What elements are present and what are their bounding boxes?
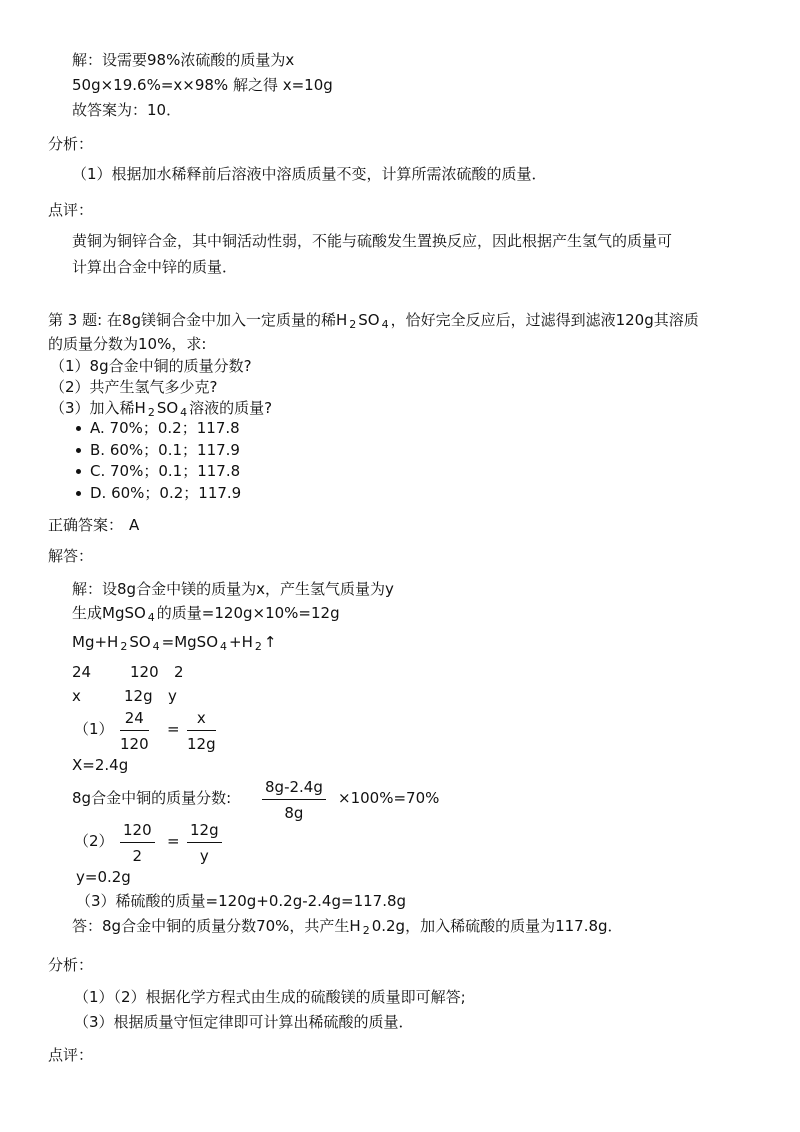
comment1-line1: 黄铜为铜锌合金，其中铜活动性弱，不能与硫酸发生置换反应，因此根据产生氢气的质量可 [72,232,673,250]
solution1-line2: 50g×19.6%=x×98% 解之得 x=10g [72,76,333,94]
correct-answer-value: A [129,516,140,534]
mass-ratio-row: 24 120 2 [72,663,184,681]
fraction-12g-over-y: $\frac{12g}{y}$ [187,820,222,866]
option-d[interactable]: D. 60%；0.2；117.9 [62,483,241,505]
fraction-x-over-12g: $\frac{x}{12g}$ [187,709,216,753]
x-result: X=2.4g [72,756,129,774]
analysis1-heading: 分析： [48,135,94,153]
fraction-24-over-120: $\frac{24}{120}$ [120,709,149,753]
option-a[interactable]: A. 70%；0.2；117.8 [62,418,241,440]
copper-fraction-result: ×100%=70% [338,789,440,807]
copper-fraction-label: 8g合金中铜的质量分数: [72,789,232,807]
option-c[interactable]: C. 70%；0.1；117.8 [62,461,241,483]
comment2-heading: 点评： [48,1046,94,1064]
solution2-line2: 生成MgSO $_4$ 的质量=120g×10%=12g [72,604,340,624]
solution2-heading: 解答： [48,547,94,565]
fraction-copper-mass: $\frac{8g-2.4g}{8g}$ [262,777,326,823]
comment1-heading: 点评： [48,201,94,219]
up-arrow-icon: ↑ [263,633,277,651]
y-result: y=0.2g [76,868,131,886]
option-b[interactable]: B. 60%；0.1；117.9 [62,440,241,462]
final-answer: 答：8g合金中铜的质量分数70%，共产生H $_2$ 0.2g，加入稀硫酸的质量为117.8g． [72,917,623,937]
analysis2-line2: （3）根据质量守恒定律即可计算出稀硫酸的质量． [74,1013,414,1031]
question3-sub3: （3）加入稀H $_2$ SO $_4$ 溶液的质量? [50,399,273,419]
solution1-line1: 解：设需要98%浓硫酸的质量为x [72,51,295,69]
equals-sign-2: = [167,832,180,850]
analysis2-line1: （1）（2）根据化学方程式由生成的硫酸镁的质量即可解答; [74,988,466,1006]
question3-sub2: （2）共产生氢气多少克? [50,378,218,396]
question3-sub1: （1）8g合金中铜的质量分数? [50,357,252,375]
fraction-120-over-2: $\frac{120}{2}$ [120,820,155,866]
question3-line2: 的质量分数为10%，求: [48,335,207,353]
comment1-line2: 计算出合金中锌的质量． [72,258,238,276]
answer-options-list [62,418,241,504]
step3-text: （3）稀硫酸的质量=120g+0.2g-2.4g=117.8g [76,892,407,910]
correct-answer [48,515,139,535]
analysis1-text: （1）根据加水稀释前后溶液中溶质质量不变，计算所需浓硫酸的质量． [72,165,547,183]
solution2-line1: 解：设8g合金中镁的质量为x，产生氢气质量为y [72,580,394,598]
analysis2-heading: 分析： [48,956,94,974]
equals-sign: = [167,720,180,738]
chemical-equation: Mg+H $_2$ SO $_4$ =MgSO $_4$ +H $_2$ ↑ [72,633,277,653]
step1-label: （1） [74,720,114,738]
question3-line1: 第 3 题: 在8g镁铜合金中加入一定质量的稀H $_2$ SO $_4$ ，恰好完全反应后，过滤得到滤液120g其溶质 [48,311,699,331]
solution1-line3: 故答案为：10． [72,101,182,119]
correct-answer-label: 正确答案： [48,516,124,534]
step2-label: （2） [74,832,114,850]
mass-value-row: x 12g y [72,687,177,705]
